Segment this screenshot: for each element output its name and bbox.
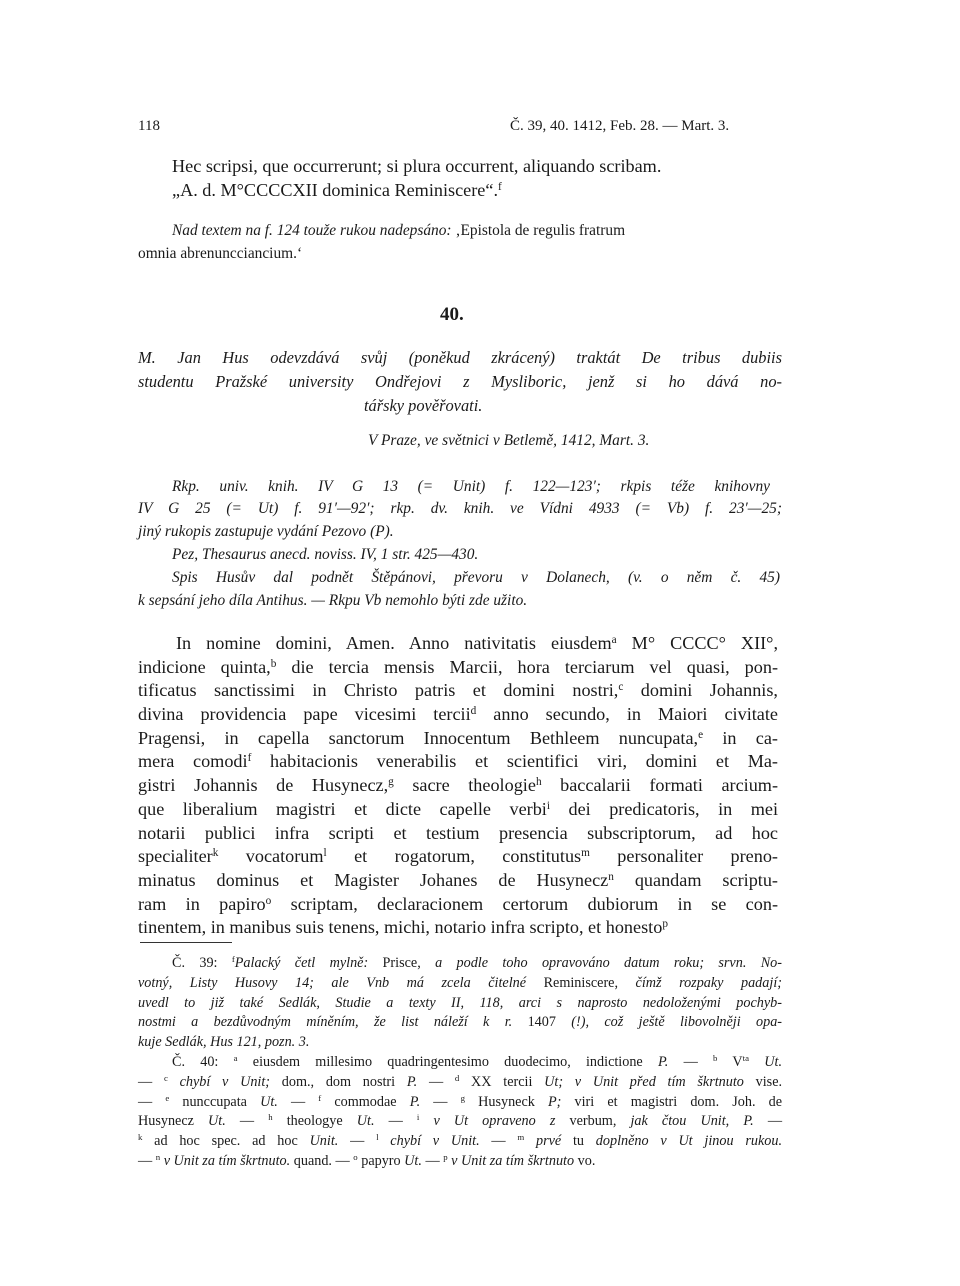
document-number: 40. (440, 304, 464, 325)
footnote-rule (140, 942, 232, 943)
footnote-line-2: votný, Listy Husovy 14; ale Vnb má zcela čitelné Reminiscere, čímž rozpaky padají; (138, 974, 782, 991)
footnote-line-7: — $^c$ chybí v Unit; dom., dom nostri P. — $^d$ XX tercii Ut; v Unit před tím škrtnuto vise. (138, 1072, 783, 1090)
footnote-line-11: — $^n$ v Unit za tím škrtnuto. quand. — $^o$ papyro Ut. — $^p$ v Unit za tím škrtnuto vo. (138, 1152, 596, 1169)
source-line-2: IV G 25 (= Ut) f. 91′—92′; rkp. dv. knih. ve Vídni 4933 (= Vb) f. 23′—25; (138, 500, 782, 517)
source-line-6: k sepsání jeho díla Antihus. — Rkpu Vb nemohlo býti zde užito. (138, 592, 528, 609)
footnote-line-10: $^k$ ad hoc spec. ad hoc Unit. — $^l$ chybí v Unit. — $^m$ prvé tu doplněno v Ut jinou rukou. (138, 1132, 782, 1150)
text-line-5: Pragensi, in capella sanctorum Innocentum Bethleem nuncupata,$^e$ in ca- (138, 727, 778, 748)
source-line-4: Pez, Thesaurus anecd. noviss. IV, 1 str. 425—430. (172, 546, 479, 563)
closing-date: „A. d. M°CCCCXII dominica Reminiscere“.$^f$ (172, 180, 502, 200)
source-line-3: jiný rukopis zastupuje vydání Pezovo (P). (138, 523, 394, 540)
text-line-4: divina providencia pape vicesimi tercii$^d$ anno secundo, in Maiori civitate (138, 704, 779, 725)
footnote-line-3: uvedl to již také Sedlák, Studie a texty II, 118, arci s naprosto nedoloženými pochyb- (138, 994, 782, 1011)
text-line-13: tinentem, in manibus suis tenens, michi, notario infra scripto, et honesto$^p$ (138, 917, 668, 938)
regest-line-1: M. Jan Hus odevzdává svůj (poněkud zkrácený) traktát De tribus dubiis (138, 348, 782, 367)
footnote-line-5: kuje Sedlák, Hus 121, pozn. 3. (138, 1034, 310, 1051)
text-line-9: notarii publici infra scripti et testium presencia subscriptorum, ad hoc (138, 822, 778, 843)
text-line-11: minatus dominus et Magister Johanes de Husynecz$^n$ quandam scriptu- (138, 869, 778, 890)
text-line-7: gistri Johannis de Husynecz,$^g$ sacre theologie$^h$ baccalarii formati arcium- (138, 775, 779, 796)
text-line-12: ram in papiro$^o$ scriptam, declaracionem certorum dubiorum in se con- (138, 893, 779, 914)
regest-line-3: tářsky pověřovati. (364, 396, 483, 415)
text-line-6: mera comodi$^f$ habitacionis venerabilis et scientifici viri, domini et Ma- (138, 751, 778, 772)
regest-line-2: studentu Pražské university Ondřejovi z Mysliboric, jenž si ho dává no- (138, 372, 782, 391)
footnotes (138, 954, 782, 1172)
text-line-3: tificatus sanctissimi in Christo patris et domini nostri,$^c$ domini Johannis, (138, 680, 778, 701)
source-line-1: Rkp. univ. knih. IV G 13 (= Unit) f. 122—123′; rkpis téže knihovny (172, 478, 770, 495)
footnote-line-9: Husynecz Ut. — $^h$ theologye Ut. — $^i$ v Ut opraveno z verbum, jak čtou Unit, P. — (138, 1112, 783, 1130)
running-title: Č. 39, 40. 1412, Feb. 28. — Mart. 3. (510, 118, 730, 134)
text-line-2: indicione quinta,$^b$ die tercia mensis Marcii, hora terciarum vel quasi, pon- (138, 656, 779, 677)
text-line-1: In nomine domini, Amen. Anno nativitatis eiusdem$^a$ M° CCCC° XII°, (176, 633, 778, 653)
footnote-line-6: Č. 40: $^a$ eiusdem millesimo quadringentesimo duodecimo, indictione P. — $^b$ $V^{ta}$ Ut. (172, 1053, 783, 1070)
page-number: 118 (138, 118, 160, 134)
text-line-10: specialiter$^k$ vocatorum$^l$ et rogatorum, constitutus$^m$ personaliter preno- (138, 846, 778, 867)
footnote-line-1: Č. 39: $^f$Palacký četl mylně: Prisce, a podle toho opravováno datum roku; srvn. No- (172, 954, 782, 971)
manuscript-note: Nad textem na f. 124 touže rukou nadepsáno: ‚Epistola de regulis fratrum (172, 222, 626, 239)
manuscript-note-cont: omnia abrenuncciancium.‘ (138, 245, 303, 262)
footnote-line-8: — $^e$ nunccupata Ut. — $^f$ commodae P. — $^g$ Husyneck P; viri et magistri dom. Joh. de (138, 1092, 783, 1110)
closing-sentence: Hec scripsi, que occurrerunt; si plura occurrent, aliquando scribam. (172, 156, 662, 176)
source-line-5: Spis Husův dal podnět Štěpánovi, převoru v Dolanech, (v. o něm č. 45) (172, 569, 780, 586)
text-line-8: que liberalium magistri et dicte capelle verbi$^i$ dei predicatoris, in mei (138, 798, 778, 819)
footnote-line-4: nostmi a bezdůvodným míněním, že list náleží k r. 1407 (!), což ještě libovolněji opa- (138, 1014, 783, 1031)
main-text (138, 632, 778, 940)
place-date: V Praze, ve světnici v Betlemě, 1412, Mart. 3. (368, 432, 650, 449)
